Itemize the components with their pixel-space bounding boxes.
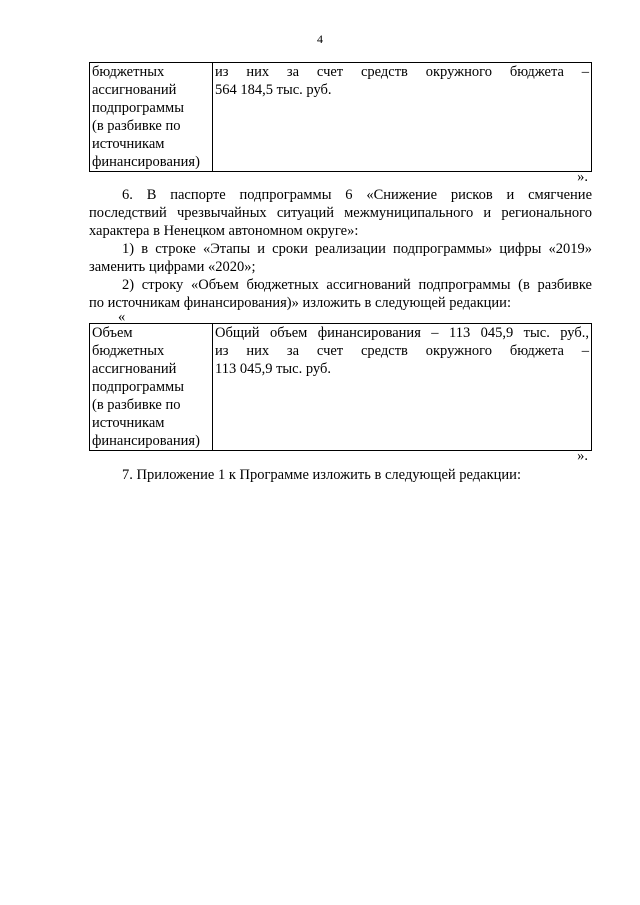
label-line: финансирования) xyxy=(92,154,200,170)
budget-table-2 xyxy=(89,323,592,451)
label-line: источникам xyxy=(92,136,165,152)
table-value-cell xyxy=(213,63,592,172)
item-1 xyxy=(89,240,592,276)
paragraph-line: 2) строку «Объем бюджетных ассигнований подпрограммы (в разбивке xyxy=(122,277,592,293)
label-line: ассигнований xyxy=(92,361,177,377)
label-line: Объем xyxy=(92,325,133,341)
label-line: бюджетных xyxy=(92,343,165,359)
paragraph-line: 1) в строке «Этапы и сроки реализации подпрограммы» цифры «2019» xyxy=(122,241,592,257)
closing-quote: ». xyxy=(577,448,588,464)
value-line: 564 184,5 тыс. руб. xyxy=(215,82,332,98)
label-line: финансирования) xyxy=(92,433,200,449)
label-line: бюджетных xyxy=(92,64,165,80)
table-value-cell xyxy=(213,324,592,451)
value-line: из них за счет средств окружного бюджета – xyxy=(215,64,589,80)
label-line: подпрограммы xyxy=(92,100,184,116)
table-label-cell xyxy=(90,324,213,451)
paragraph-6 xyxy=(89,186,592,240)
value-line: из них за счет средств окружного бюджета – xyxy=(215,343,589,359)
paragraph-7 xyxy=(89,466,592,484)
value-line: 113 045,9 тыс. руб. xyxy=(215,361,331,377)
table-label-cell xyxy=(90,63,213,172)
paragraph-line: заменить цифрами «2020»; xyxy=(89,259,256,275)
page-number: 4 xyxy=(317,32,323,46)
item-2 xyxy=(89,276,592,312)
paragraph-line: последствий чрезвычайных ситуаций межмуниципального и регионального xyxy=(89,205,592,221)
value-line: Общий объем финансирования – 113 045,9 тыс. руб., xyxy=(215,325,589,341)
label-line: (в разбивке по xyxy=(92,118,181,134)
paragraph-line: по источникам финансирования)» изложить в следующей редакции: xyxy=(89,295,511,311)
closing-quote: ». xyxy=(577,169,588,185)
paragraph-line: 6. В паспорте подпрограммы 6 «Снижение рисков и смягчение xyxy=(122,187,592,203)
paragraph-line: 7. Приложение 1 к Программе изложить в следующей редакции: xyxy=(122,467,521,483)
label-line: (в разбивке по xyxy=(92,397,181,413)
budget-table-1 xyxy=(89,62,592,172)
label-line: источникам xyxy=(92,415,165,431)
label-line: ассигнований xyxy=(92,82,177,98)
label-line: подпрограммы xyxy=(92,379,184,395)
paragraph-line: характера в Ненецком автономном округе»: xyxy=(89,223,359,239)
opening-quote: « xyxy=(118,309,126,325)
